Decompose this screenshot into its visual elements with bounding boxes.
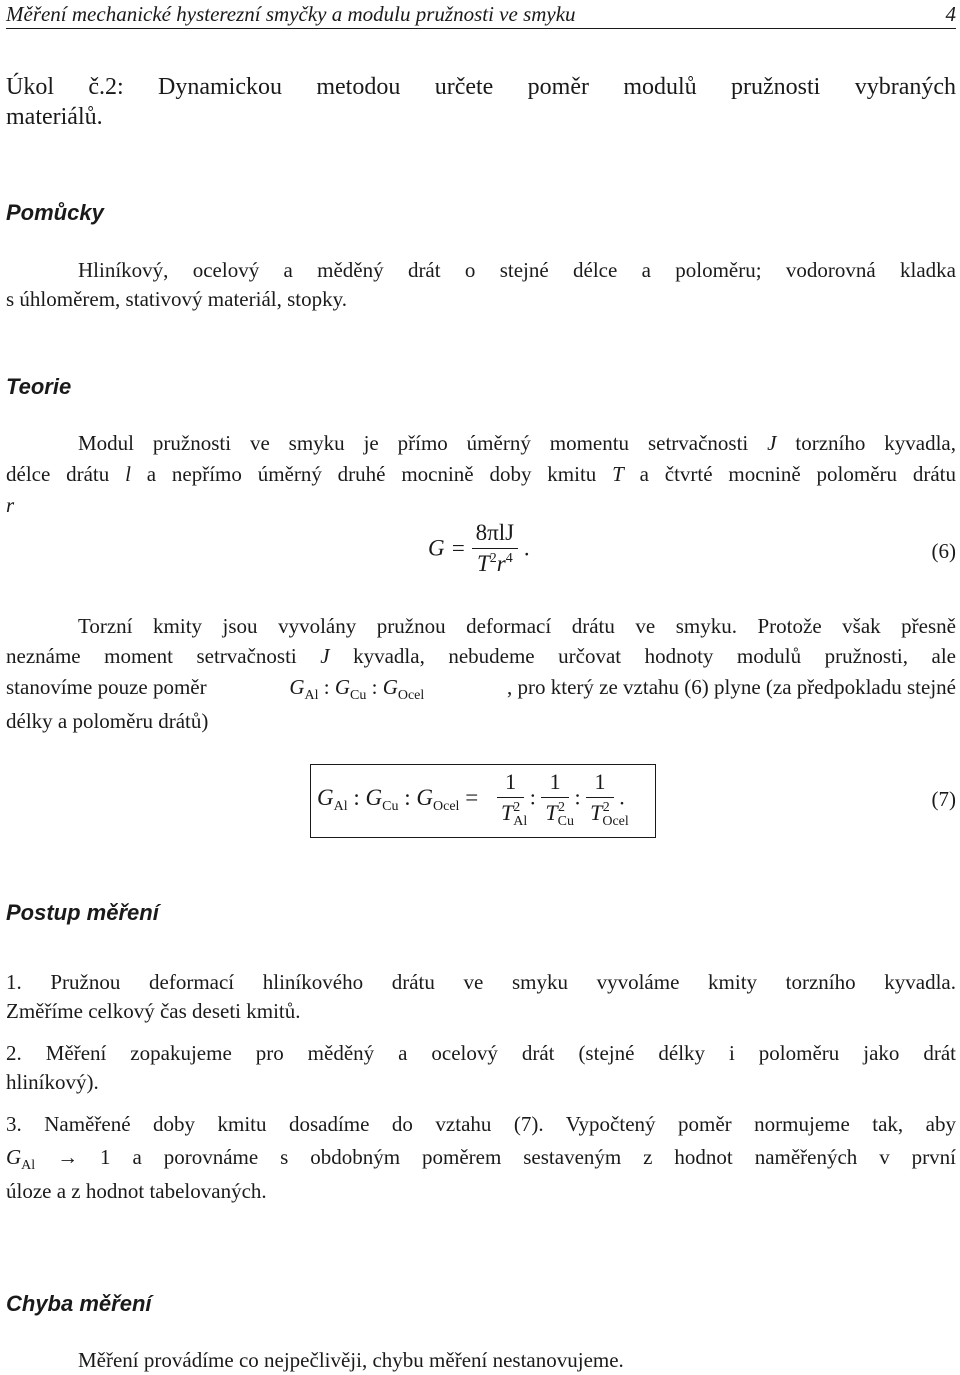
text-run: a porovnáme s obdobným poměrem sestaveným z hodnot naměřených v první [110, 1145, 957, 1169]
tools-line-1: Hliníkový, ocelový a měděný drát o stejné délce a poloměru; vodorovná kladka [78, 258, 956, 282]
var-T: T [476, 551, 490, 576]
step-3-line-1: 3. Naměřené doby kmitu dosadíme do vztahu (7). Vypočtený poměr normujeme tak, aby [6, 1112, 956, 1136]
step-1-line-1: 1. Pružnou deformací hliníkového drátu ve smyku vyvoláme kmity torzního kyvadla. [6, 970, 956, 994]
text-run: neznáme moment setrvačnosti [6, 644, 321, 668]
text-run: délce drátu [6, 462, 126, 486]
numerator: 1 [541, 769, 569, 798]
subscript: Cu [382, 799, 399, 814]
subscript: Cu [557, 814, 574, 829]
var-T: T [501, 800, 514, 825]
eq7-number: (7) [931, 787, 956, 811]
page-number: 4 [945, 2, 956, 26]
step-3-line-3: úloze a z hodnot tabelovaných. [6, 1179, 267, 1203]
var-G: G [317, 785, 334, 810]
equals: = [465, 785, 479, 810]
eq6-number: (6) [931, 539, 956, 563]
eq7-frac-ocel [586, 769, 629, 829]
page-header [6, 0, 956, 29]
var-r: r [496, 551, 506, 576]
text-run: , pro který ze vztahu (6) plyne (za předpokladu stejné [507, 675, 956, 699]
text-run: kyvadla, nebudeme určovat hodnoty modulů pružnosti, ale [329, 644, 956, 668]
eq6-period: . [523, 535, 530, 561]
numerator: 1 [586, 769, 614, 798]
eq6-lhs: G = [428, 535, 466, 561]
inline-ratio [289, 675, 425, 703]
theory-p2-line-3 [6, 675, 956, 703]
colon: : [404, 785, 411, 810]
subscript: Cu [350, 688, 367, 703]
numerator: 1 [497, 769, 524, 798]
text-run: torzního kyvadla, [776, 431, 956, 455]
theory-p1-line-1 [6, 431, 956, 456]
arrow-one: → 1 [57, 1145, 111, 1169]
var-J: J [767, 431, 777, 455]
var-G: G [6, 1145, 22, 1169]
procedure-heading: Postup měření [6, 900, 159, 925]
error-text: Měření provádíme co nejpečlivěji, chybu měření nestanovujeme. [78, 1348, 624, 1372]
task-line-1: Úkol č.2: Dynamickou metodou určete poměr modulů pružnosti vybraných [6, 74, 956, 100]
colon: : [323, 675, 330, 699]
denominator [541, 798, 574, 829]
eq7-lhs [317, 785, 479, 814]
error-heading: Chyba měření [6, 1291, 152, 1316]
eq6-denominator [472, 549, 518, 577]
subscript: Ocel [433, 799, 460, 814]
denominator [586, 798, 629, 829]
var-G: G [289, 675, 305, 699]
var-G: G [334, 675, 350, 699]
exponent: 2 [489, 551, 497, 566]
colon: : [371, 675, 378, 699]
var-T: T [590, 800, 603, 825]
theory-p2-line-1: Torzní kmity jsou vyvolány pružnou deformací drátu ve smyku. Protože však přesně [78, 614, 956, 638]
subscript: Ocel [397, 688, 425, 703]
var-T: T [545, 800, 558, 825]
header-title: Měření mechanické hysterezní smyčky a modulu pružnosti ve smyku [6, 2, 576, 26]
exponent: 4 [505, 551, 513, 566]
exponent: 2 [602, 800, 610, 815]
eq7-frac-cu [541, 769, 574, 829]
tools-line-2: s úhloměrem, stativový materiál, stopky. [6, 287, 347, 311]
step-2-line-1: 2. Měření zopakujeme pro měděný a ocelový drát (stejné délky i poloměru jako drát [6, 1041, 956, 1065]
var-G: G [416, 785, 433, 810]
eq7-rhs [497, 769, 629, 829]
subscript: Al [304, 688, 319, 703]
equation-7-box [310, 764, 656, 838]
theory-p1-line-3 [6, 493, 14, 518]
var-G: G [382, 675, 398, 699]
colon: : [529, 784, 536, 810]
var-J: J [320, 644, 330, 668]
exponent: 2 [557, 800, 565, 815]
denominator [497, 798, 528, 829]
theory-p2-line-4: délky a poloměru drátů) [6, 709, 209, 733]
period: . [619, 784, 625, 810]
document-page [6, 0, 956, 1375]
subscript: Al [333, 799, 348, 814]
tools-heading: Pomůcky [6, 200, 104, 225]
text-run: Modul pružnosti ve smyku je přímo úměrný momentu setrvačnosti [78, 431, 768, 455]
colon: : [574, 784, 581, 810]
theory-p1-line-2 [6, 462, 956, 487]
var-r: r [6, 493, 15, 517]
text-run: a čtvrté mocnině poloměru drátu [623, 462, 956, 486]
theory-p2-line-2 [6, 644, 956, 669]
equation-6 [428, 520, 530, 577]
colon: : [353, 785, 360, 810]
eq6-fraction [472, 520, 518, 577]
var-G: G [365, 785, 383, 810]
subscript: Al [21, 1158, 36, 1173]
text-run: a nepřímo úměrný druhé mocnině doby kmitu [130, 462, 613, 486]
exponent: 2 [513, 800, 521, 815]
step-1-line-2: Změříme celkový čas deseti kmitů. [6, 999, 301, 1023]
subscript: Ocel [602, 814, 629, 829]
task-line-2: materiálů. [6, 104, 103, 130]
text-run: stanovíme pouze poměr [6, 675, 207, 699]
theory-heading: Teorie [6, 374, 72, 399]
step-3-line-2 [6, 1145, 957, 1173]
var-T: T [612, 462, 624, 486]
subscript: Al [513, 814, 528, 829]
step-2-line-2: hliníkový). [6, 1070, 99, 1094]
eq7-frac-al [497, 769, 528, 829]
eq6-numerator: 8πlJ [472, 520, 518, 549]
var-l: l [125, 462, 131, 486]
